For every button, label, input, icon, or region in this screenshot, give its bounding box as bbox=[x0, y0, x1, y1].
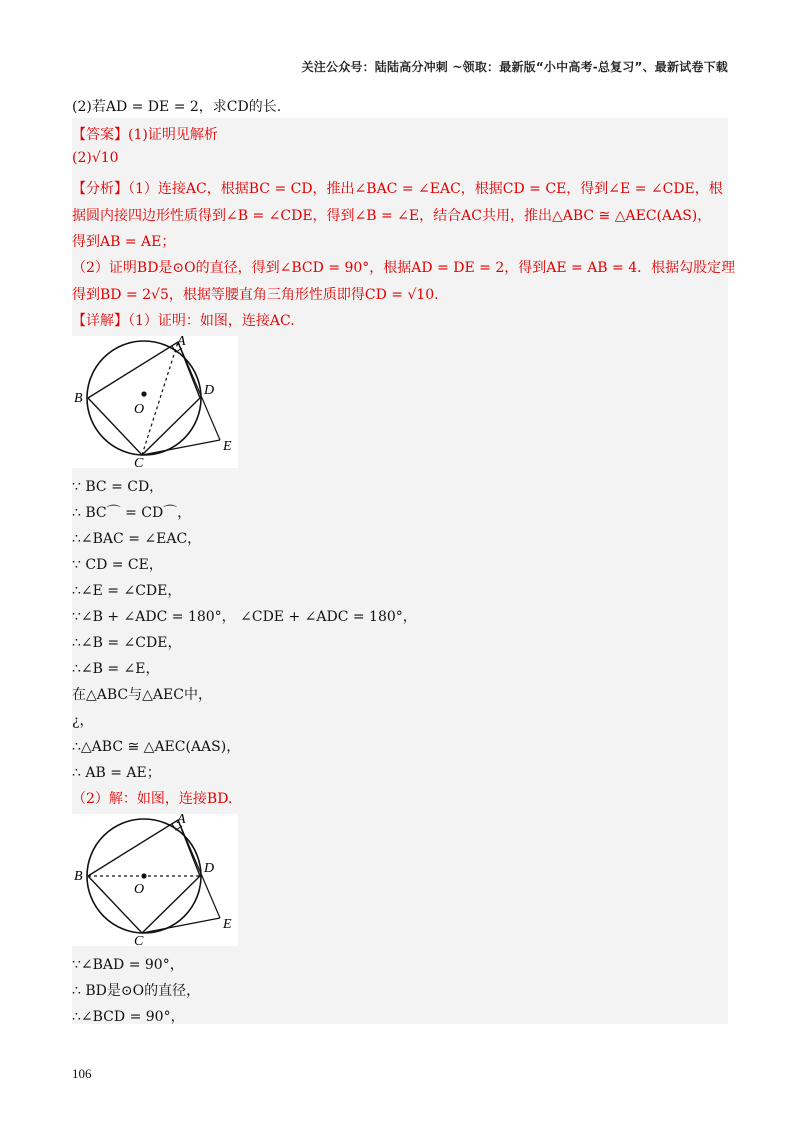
step-7: ∴∠B = ∠CDE， bbox=[72, 635, 182, 651]
label-E-2: E bbox=[223, 917, 232, 932]
step2-2: ∴ BD是⊙O的直径， bbox=[72, 983, 201, 999]
answer-line-1 bbox=[72, 124, 218, 144]
step-11: ∴△ABC ≅ △AEC(AAS)， bbox=[72, 739, 241, 755]
detail-intro1: （1）证明：如图，连接AC. bbox=[128, 313, 295, 329]
analysis-line-5: 得到BD = 2√5，根据等腰直角三角形性质即得CD = √10. bbox=[72, 287, 439, 303]
label-O-2: O bbox=[134, 882, 145, 897]
analysis-line-3: 得到AB = AE； bbox=[72, 234, 176, 250]
figure-1 bbox=[72, 336, 238, 468]
analysis-label: 【分析】 bbox=[72, 181, 128, 197]
label-A: A bbox=[177, 336, 186, 349]
label-D: D bbox=[204, 383, 215, 398]
label-E: E bbox=[223, 439, 232, 454]
label-B: B bbox=[74, 391, 83, 406]
analysis-line-1 bbox=[72, 178, 723, 198]
answer-label: 【答案】 bbox=[72, 127, 128, 143]
step-1: ∵ BC = CD， bbox=[72, 479, 164, 495]
step-5: ∴∠E = ∠CDE， bbox=[72, 583, 182, 599]
page-header: 关注公众号：陆陆高分冲刺 ~领取：最新版“小中高考-总复习”、最新试卷下载 bbox=[301, 60, 728, 74]
step-2: ∴ BC⌒ = CD⌒， bbox=[72, 505, 192, 521]
step-4: ∵ CD = CE， bbox=[72, 557, 163, 573]
circle-diagram-2 bbox=[72, 814, 238, 946]
detail-line-1 bbox=[72, 310, 295, 330]
label-O: O bbox=[134, 402, 145, 417]
question-text: (2)若AD = DE = 2，求CD的长. bbox=[72, 99, 282, 115]
circle-diagram-1 bbox=[72, 336, 238, 468]
step2-3: ∴∠BCD = 90°， bbox=[72, 1009, 185, 1025]
answer-part1: (1)证明见解析 bbox=[128, 127, 218, 143]
step2-1: ∵∠BAD = 90°， bbox=[72, 957, 184, 973]
label-B-2: B bbox=[74, 869, 83, 884]
label-C: C bbox=[134, 456, 144, 468]
analysis-line-4: （2）证明BD是⊙O的直径，得到∠BCD = 90°，根据AD = DE = 2，得到AE = AB = 4．根据勾股定理 bbox=[72, 260, 736, 276]
detail-intro2: （2）解：如图，连接BD. bbox=[72, 791, 233, 807]
analysis-line-2: 据圆内接四边形性质得到∠B = ∠CDE，得到∠B = ∠E，结合AC共用，推出△ABC ≅ △AEC(AAS)， bbox=[72, 208, 712, 224]
answer-part2: (2)√10 bbox=[72, 150, 119, 166]
step-10: ¿， bbox=[72, 713, 94, 729]
label-A-2: A bbox=[177, 814, 186, 827]
detail-label: 【详解】 bbox=[72, 313, 128, 329]
analysis-line1-text: （1）连接AC，根据BC = CD，推出∠BAC = ∠EAC，根据CD = CE，得到∠E = ∠CDE，根 bbox=[128, 181, 723, 197]
step-12: ∴ AB = AE； bbox=[72, 765, 161, 781]
label-C-2: C bbox=[134, 934, 144, 946]
step-6: ∵∠B + ∠ADC = 180°， ∠CDE + ∠ADC = 180°， bbox=[72, 609, 417, 625]
page-number: 106 bbox=[72, 1066, 92, 1081]
step-8: ∴∠B = ∠E， bbox=[72, 661, 160, 677]
label-D-2: D bbox=[204, 861, 215, 876]
step-3: ∴∠BAC = ∠EAC， bbox=[72, 531, 202, 547]
step-9: 在△ABC与△AEC中， bbox=[72, 687, 212, 703]
figure-2 bbox=[72, 814, 238, 946]
